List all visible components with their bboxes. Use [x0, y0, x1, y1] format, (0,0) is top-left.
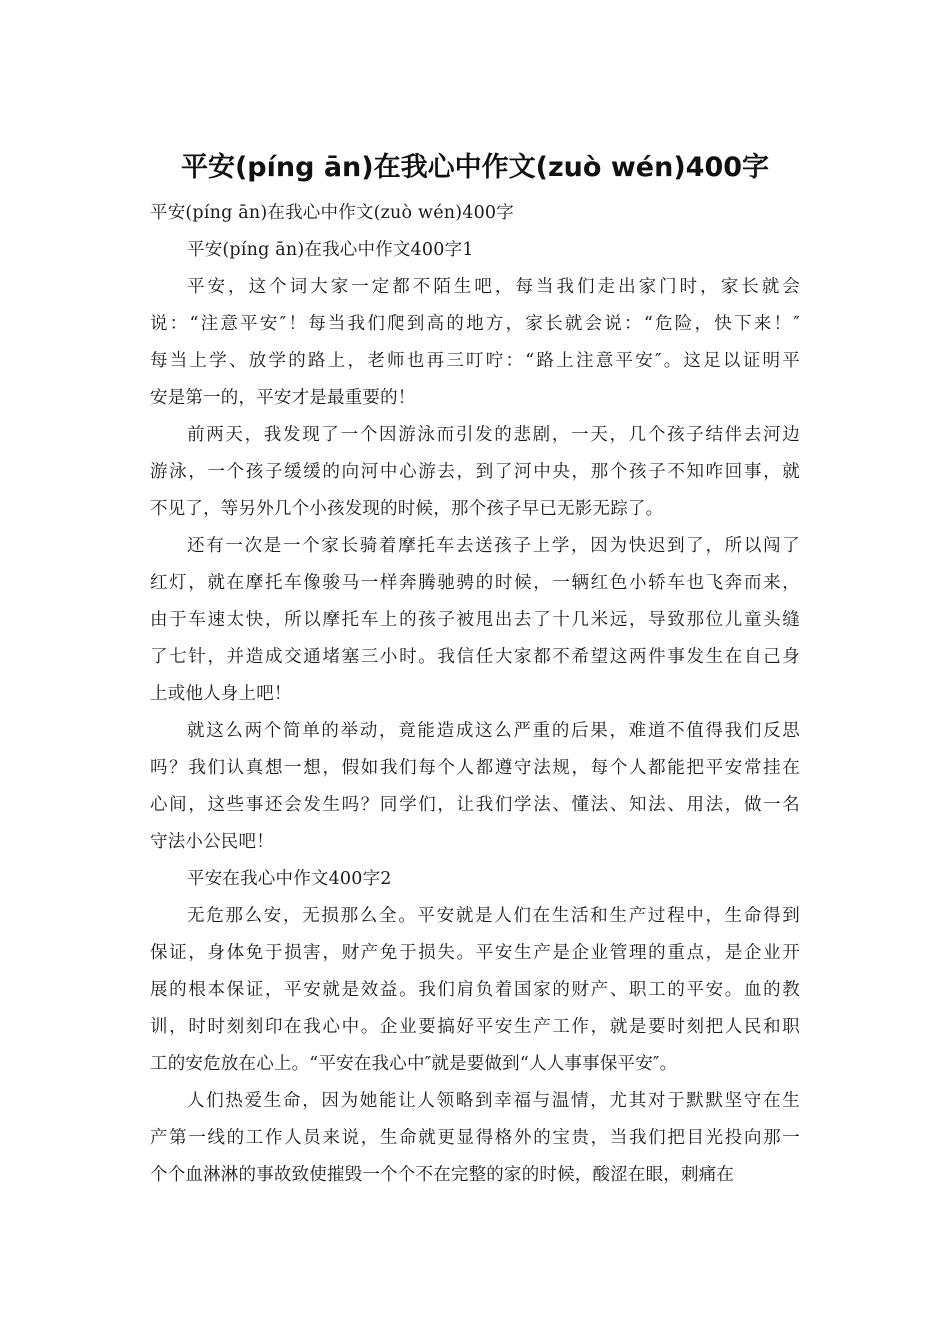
- section-heading-1: 平安(píng ān)在我心中作文400字1: [187, 240, 474, 260]
- document-title: 平安(píng ān)在我心中作文(zuò wén)400字: [180, 152, 770, 183]
- paragraph-line: 保证，身体免于损害，财产免于损失。平安生产是企业管理的重点，是企业开: [150, 943, 800, 963]
- paragraph-line: 说：“注意平安″！每当我们爬到高的地方，家长就会说：“危险，快下来！″: [150, 314, 800, 334]
- paragraph-line: 每当上学、放学的路上，老师也再三叮咛：“路上注意平安″。这足以证明平: [150, 351, 800, 371]
- paragraph-line: 不见了，等另外几个小孩发现的时候，那个孩子早已无影无踪了。: [150, 499, 664, 519]
- paragraph-line: 吗？我们认真想一想，假如我们每个人都遵守法规，每个人都能把平安常挂在: [150, 758, 800, 778]
- subtitle-line: 平安(píng ān)在我心中作文(zuò wén)400字: [150, 203, 514, 223]
- paragraph-line: 无危那么安，无损那么全。平安就是人们在生活和生产过程中，生命得到: [187, 906, 800, 926]
- document-body: [150, 195, 800, 1194]
- paragraph-line: 前两天，我发现了一个因游泳而引发的悲剧，一天，几个孩子结伴去河边: [187, 425, 800, 445]
- paragraph-line: 还有一次是一个家长骑着摩托车去送孩子上学，因为快迟到了，所以闯了: [187, 536, 800, 556]
- paragraph-line: 工的安危放在心上。“平安在我心中″就是要做到“人人事事保平安″。: [150, 1054, 678, 1074]
- section-heading-2: 平安在我心中作文400字2: [187, 869, 392, 889]
- paragraph-line: 了七针，并造成交通堵塞三小时。我信任大家都不希望这两件事发生在自己身: [150, 647, 800, 667]
- paragraph-line: 个个血淋淋的事故致使摧毁一个个不在完整的家的时候，酸涩在眼，刺痛在: [150, 1165, 735, 1185]
- paragraph-line: 产第一线的工作人员来说，生命就更显得格外的宝贵，当我们把目光投向那一: [150, 1128, 800, 1148]
- paragraph-line: 训，时时刻刻印在我心中。企业要搞好平安生产工作，就是要时刻把人民和职: [150, 1017, 800, 1037]
- paragraph-line: 心间，这些事还会发生吗？同学们，让我们学法、懂法、知法、用法，做一名: [150, 795, 800, 815]
- paragraph-line: 平安，这个词大家一定都不陌生吧，每当我们走出家门时，家长就会: [187, 277, 800, 297]
- paragraph-line: 展的根本保证，平安就是效益。我们肩负着国家的财产、职工的平安。血的教: [150, 980, 800, 1000]
- paragraph-line: 就这么两个简单的举动，竟能造成这么严重的后果，难道不值得我们反思: [187, 721, 800, 741]
- paragraph-line: 人们热爱生命，因为她能让人领略到幸福与温情，尤其对于默默坚守在生: [187, 1091, 800, 1111]
- paragraph-line: 安是第一的，平安才是最重要的！: [150, 388, 416, 408]
- paragraph-line: 上或他人身上吧！: [150, 684, 292, 704]
- paragraph-line: 守法小公民吧！: [150, 832, 274, 852]
- paragraph-line: 由于车速太快，所以摩托车上的孩子被甩出去了十几米远，导致那位儿童头缝: [150, 610, 800, 630]
- paragraph-line: 游泳，一个孩子缓缓的向河中心游去，到了河中央，那个孩子不知咋回事，就: [150, 462, 800, 482]
- paragraph-line: 红灯，就在摩托车像骏马一样奔腾驰骋的时候，一辆红色小轿车也飞奔而来，: [150, 573, 800, 593]
